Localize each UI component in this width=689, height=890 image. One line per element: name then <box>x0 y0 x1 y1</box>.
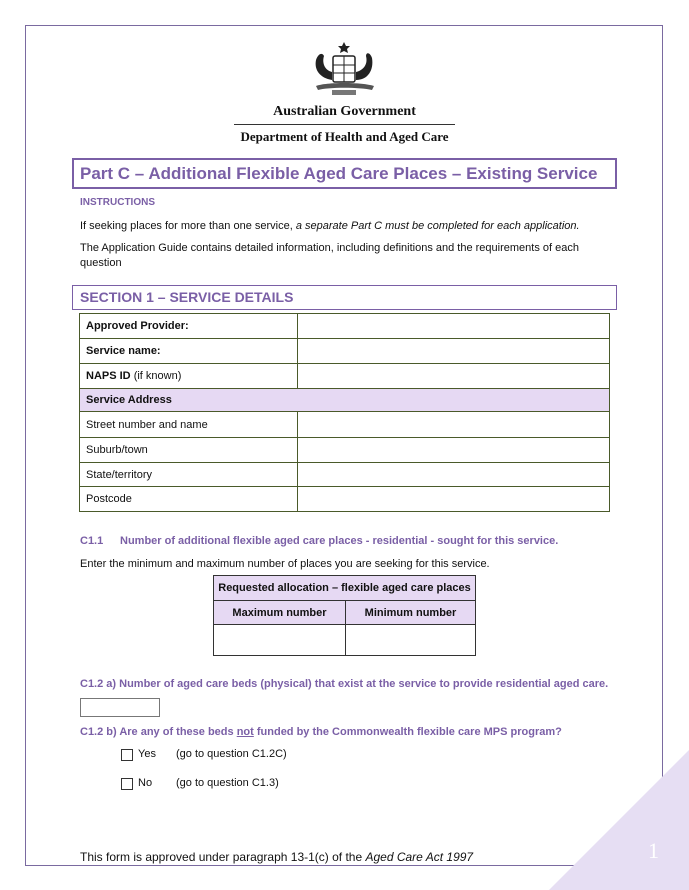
state-field[interactable] <box>298 463 610 487</box>
instructions-line1-normal: If seeking places for more than one service, <box>80 220 296 232</box>
government-name: Australian Government <box>273 104 416 119</box>
section1-title: SECTION 1 – SERVICE DETAILS <box>72 285 617 310</box>
approved-provider-label: Approved Provider: <box>80 314 298 339</box>
instructions-line2: The Application Guide contains detailed information, including definitions and the requirements of each question <box>80 242 579 269</box>
naps-id-label <box>80 364 298 389</box>
part-title: Part C – Additional Flexible Aged Care Places – Existing Service <box>72 158 617 189</box>
c11-text: Number of additional flexible aged care places - residential - sought for this service. <box>120 535 559 547</box>
coat-of-arms-icon <box>302 40 386 102</box>
footer-act: Aged Care Act 1997 <box>365 850 474 864</box>
c12b-question <box>80 726 562 738</box>
c12b-not: not <box>236 726 254 738</box>
allocation-table <box>213 575 476 656</box>
instructions-heading: INSTRUCTIONS <box>80 197 155 208</box>
naps-id-field[interactable] <box>298 364 610 389</box>
min-number-header: Minimum number <box>346 601 476 625</box>
postcode-field[interactable] <box>298 487 610 512</box>
page-number: 1 <box>648 838 659 863</box>
footer <box>80 850 473 864</box>
street-field[interactable] <box>298 412 610 438</box>
service-name-field[interactable] <box>298 339 610 364</box>
naps-id-text: NAPS ID <box>86 370 131 382</box>
max-number-field[interactable] <box>214 625 346 656</box>
postcode-label: Postcode <box>80 487 298 512</box>
c11-question <box>80 535 558 547</box>
no-label: No <box>138 777 153 789</box>
c11-label: C1.1 <box>80 535 104 547</box>
state-label: State/territory <box>80 463 298 487</box>
footer-text: This form is approved under paragraph 13-1(c) of the <box>80 850 366 864</box>
yes-label: Yes <box>138 748 156 760</box>
beds-input[interactable] <box>80 698 160 717</box>
approved-provider-field[interactable] <box>298 314 610 339</box>
yes-checkbox[interactable] <box>121 749 133 761</box>
corner-decoration <box>549 750 689 890</box>
suburb-field[interactable] <box>298 438 610 463</box>
max-number-header: Maximum number <box>214 601 346 625</box>
instructions-line1 <box>80 219 580 234</box>
naps-id-note: (if known) <box>133 370 182 382</box>
instructions-line1-italic: a separate Part C must be completed for each application. <box>295 220 580 232</box>
service-details-table <box>79 313 610 512</box>
no-checkbox[interactable] <box>121 778 133 790</box>
department-name: Department of Health and Aged Care <box>240 129 449 144</box>
suburb-label: Suburb/town <box>80 438 298 463</box>
c11-instruction: Enter the minimum and maximum number of places you are seeking for this service. <box>80 558 490 570</box>
c12b-after: funded by the Commonwealth flexible care MPS program? <box>253 726 562 738</box>
allocation-header: Requested allocation – flexible aged care places <box>214 576 476 601</box>
c12b-before: C1.2 b) Are any of these beds <box>80 726 237 738</box>
service-name-label: Service name: <box>80 339 298 364</box>
no-goto: (go to question C1.3) <box>176 777 279 789</box>
street-label: Street number and name <box>80 412 298 438</box>
service-address-header: Service Address <box>80 389 610 412</box>
min-number-field[interactable] <box>346 625 476 656</box>
header-divider <box>234 124 455 125</box>
yes-goto: (go to question C1.2C) <box>176 748 287 760</box>
c12a-question: C1.2 a) Number of aged care beds (physical) that exist at the service to provide residential aged care. <box>80 678 609 690</box>
